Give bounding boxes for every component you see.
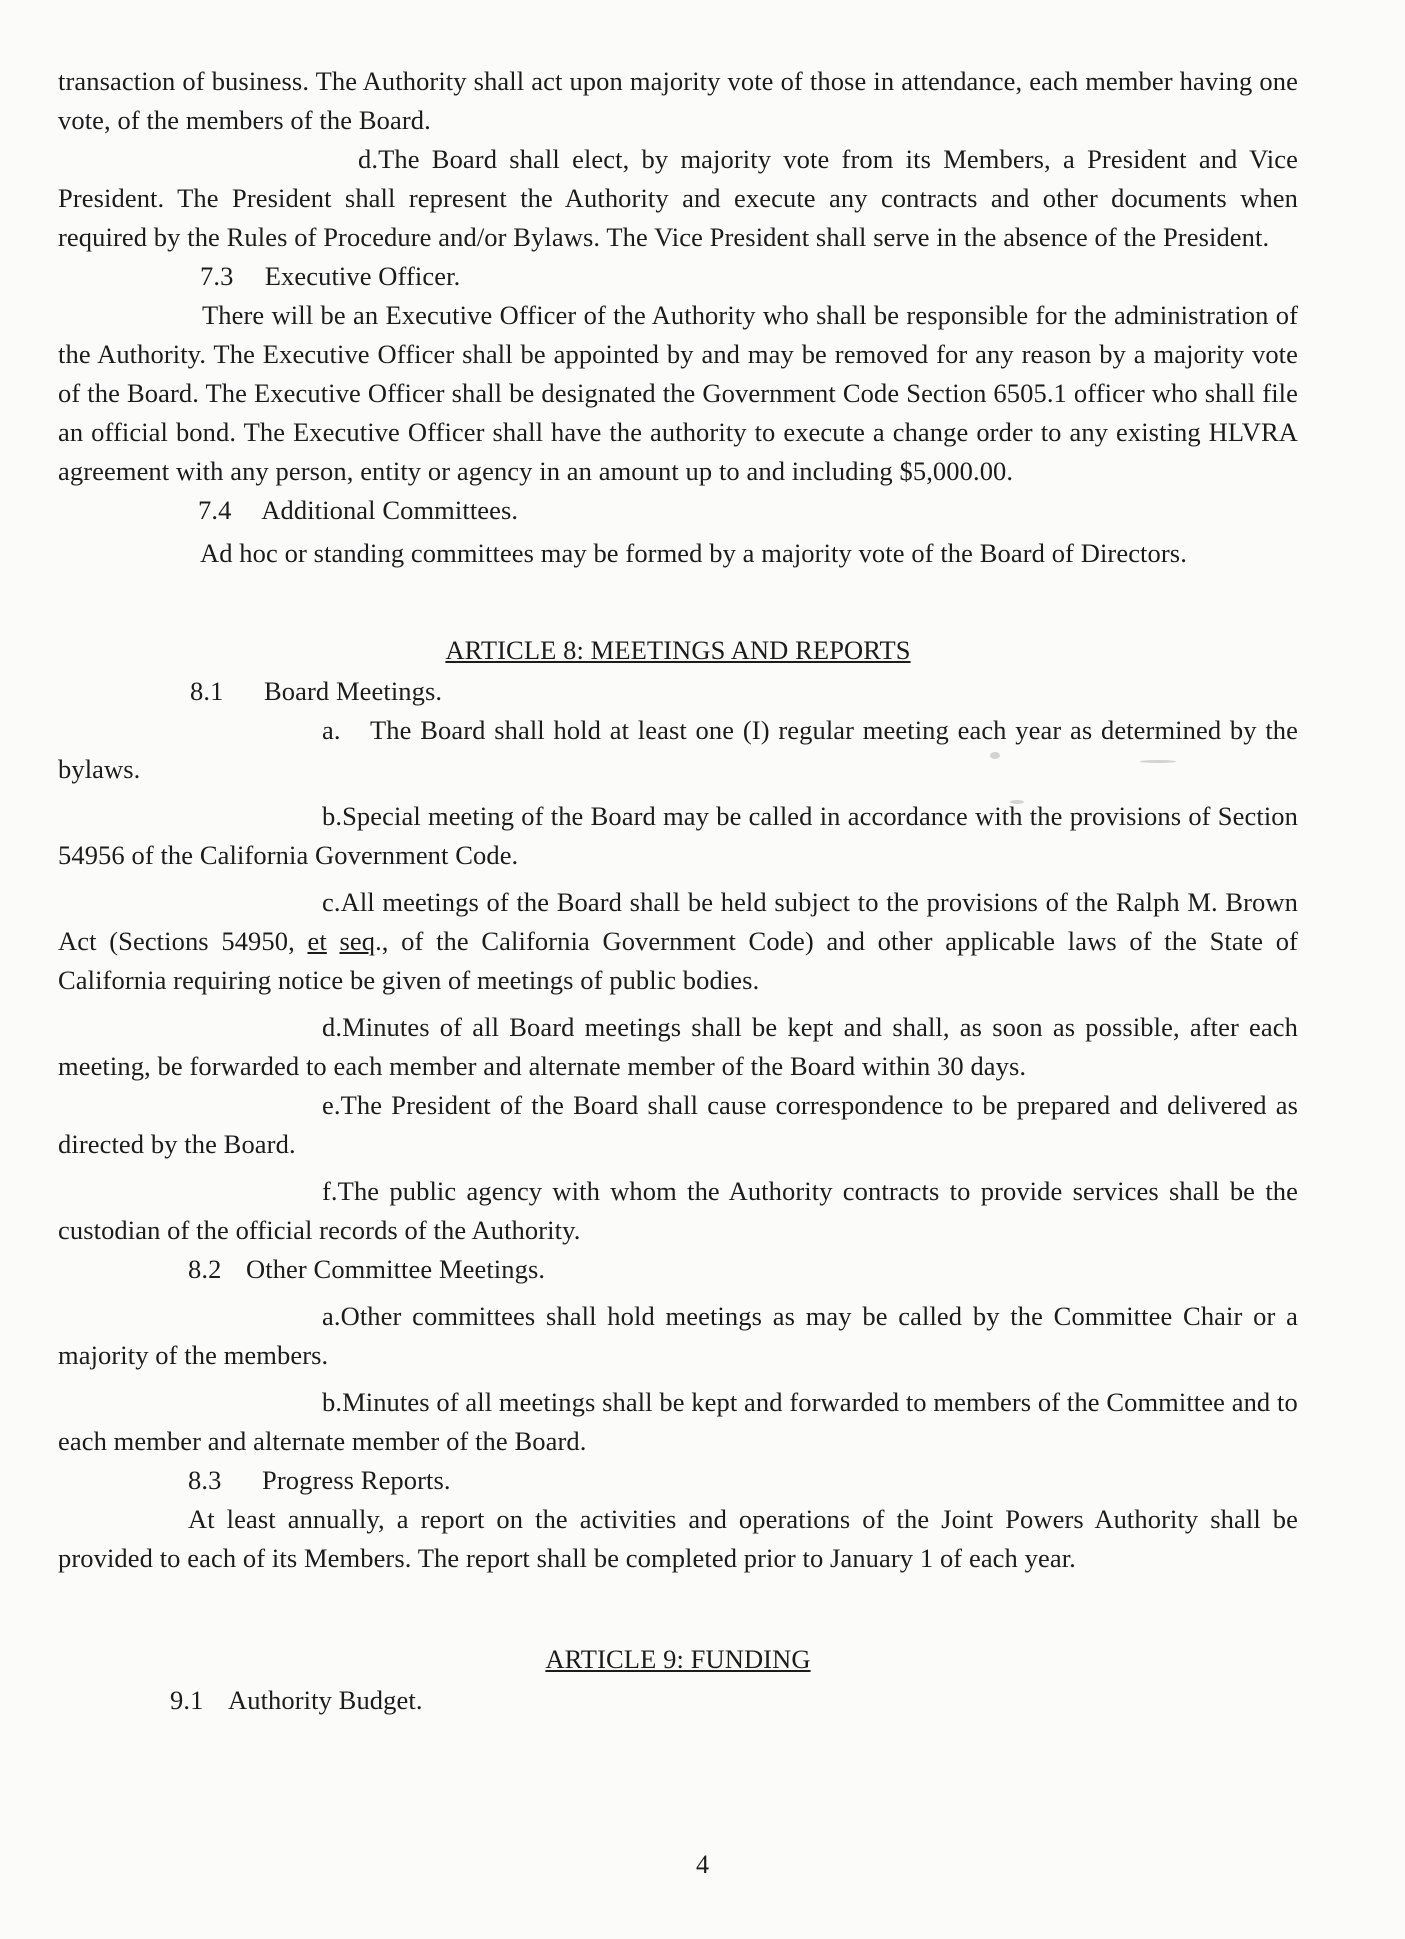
section-number: 8.2: [188, 1254, 222, 1284]
item-label: e.: [322, 1090, 341, 1120]
section-heading-8-2: [58, 1250, 1298, 1289]
section-heading-8-3: [58, 1461, 1298, 1500]
item-text: The Board shall hold at least one (I) regular meeting each year as determined by the bylaws.: [58, 715, 1298, 784]
item-text: Other committees shall hold meetings as may be called by the Committee Chair or a majority of the members.: [58, 1301, 1298, 1370]
item-label: d.: [358, 144, 379, 174]
board-meetings-item-e: [58, 1086, 1298, 1164]
item-label: b.: [322, 1387, 343, 1417]
executive-officer-paragraph: There will be an Executive Officer of the Authority who shall be responsible for the administration of the Authority. The Executive Officer shall be appointed by and may be removed for any reason by a majority vote of the Board. The Executive Officer shall be designated the Government Code Section 6505.1 officer who shall file an official bond. The Executive Officer shall have the authority to execute a change order to any existing HLVRA agreement with any person, entity or agency in an amount up to and including $5,000.00.: [58, 300, 1298, 486]
section-number: 8.3: [188, 1465, 222, 1495]
section-title: Other Committee Meetings.: [246, 1254, 546, 1284]
intro-paragraph: transaction of business. The Authority shall act upon majority vote of those in attendance, each member having one vote, of the members of the Board.: [58, 66, 1298, 135]
board-meetings-item-d: [58, 1008, 1298, 1086]
page-number: 4: [696, 1850, 709, 1879]
section-number: 8.1: [190, 676, 224, 706]
section-number: 9.1: [170, 1685, 204, 1715]
section-number: 7.3: [200, 261, 234, 291]
section-title: Authority Budget.: [228, 1685, 423, 1715]
item-label: b.: [322, 801, 343, 831]
item-label: a.: [322, 1301, 341, 1331]
section-heading-9-1: [58, 1681, 1298, 1720]
additional-committees-paragraph: Ad hoc or standing committees may be formed by a majority vote of the Board of Directors.: [200, 538, 1187, 568]
article-9-heading: ARTICLE 9: FUNDING: [545, 1644, 811, 1674]
section-title: Board Meetings.: [264, 676, 443, 706]
section-heading-8-1: [58, 672, 1298, 711]
item-label: d.: [322, 1012, 343, 1042]
board-meetings-item-c: [58, 883, 1298, 1000]
item-text-seq: seq: [339, 926, 376, 956]
item-text-et: et: [307, 926, 327, 956]
section-heading-7-4: [58, 491, 1298, 530]
section-title: Progress Reports.: [262, 1465, 451, 1495]
board-meetings-item-a: [58, 711, 1298, 789]
committee-meetings-item-a: [58, 1297, 1298, 1375]
item-text: Special meeting of the Board may be called in accordance with the provisions of Section 54956 of the California Government Code.: [58, 801, 1298, 870]
board-meetings-item-b: [58, 797, 1298, 875]
item-label: c.: [322, 887, 341, 917]
section-title: Additional Committees.: [261, 495, 519, 525]
section-heading-7-3: [58, 257, 1298, 296]
item-text: The President of the Board shall cause correspondence to be prepared and delivered as directed by the Board.: [58, 1090, 1298, 1159]
committee-meetings-item-b: [58, 1383, 1298, 1461]
paragraph-president-election: [58, 140, 1298, 257]
document-body: [58, 62, 1298, 1720]
board-meetings-item-f: [58, 1172, 1298, 1250]
item-text: Minutes of all meetings shall be kept and forwarded to members of the Committee and to each member and alternate member of the Board.: [58, 1387, 1298, 1456]
progress-reports-paragraph: At least annually, a report on the activities and operations of the Joint Powers Authority shall be provided to each of its Members. The report shall be completed prior to January 1 of each year.: [58, 1504, 1298, 1573]
item-text-start: All meetings of the Board shall be held subject to the provisions of the Ralph M. Brown Act (Sections 54950,: [58, 887, 1298, 956]
section-number: 7.4: [198, 495, 232, 525]
item-label: f.: [322, 1176, 338, 1206]
item-text: The Board shall elect, by majority vote from its Members, a President and Vice President. The President shall represent the Authority and execute any contracts and other documents when required by the Rules of Procedure and/or Bylaws. The Vice President shall serve in the absence of the President.: [58, 144, 1298, 252]
item-text: The public agency with whom the Authority contracts to provide services shall be the custodian of the official records of the Authority.: [58, 1176, 1298, 1245]
section-title: Executive Officer.: [264, 261, 461, 291]
item-text-end: ., of the California Government Code) and other applicable laws of the State of California requiring notice be given of meetings of public bodies.: [58, 926, 1298, 995]
item-text: Minutes of all Board meetings shall be kept and shall, as soon as possible, after each meeting, be forwarded to each member and alternate member of the Board within 30 days.: [58, 1012, 1298, 1081]
article-8-heading: ARTICLE 8: MEETINGS AND REPORTS: [445, 635, 911, 665]
item-label: a.: [322, 715, 341, 745]
